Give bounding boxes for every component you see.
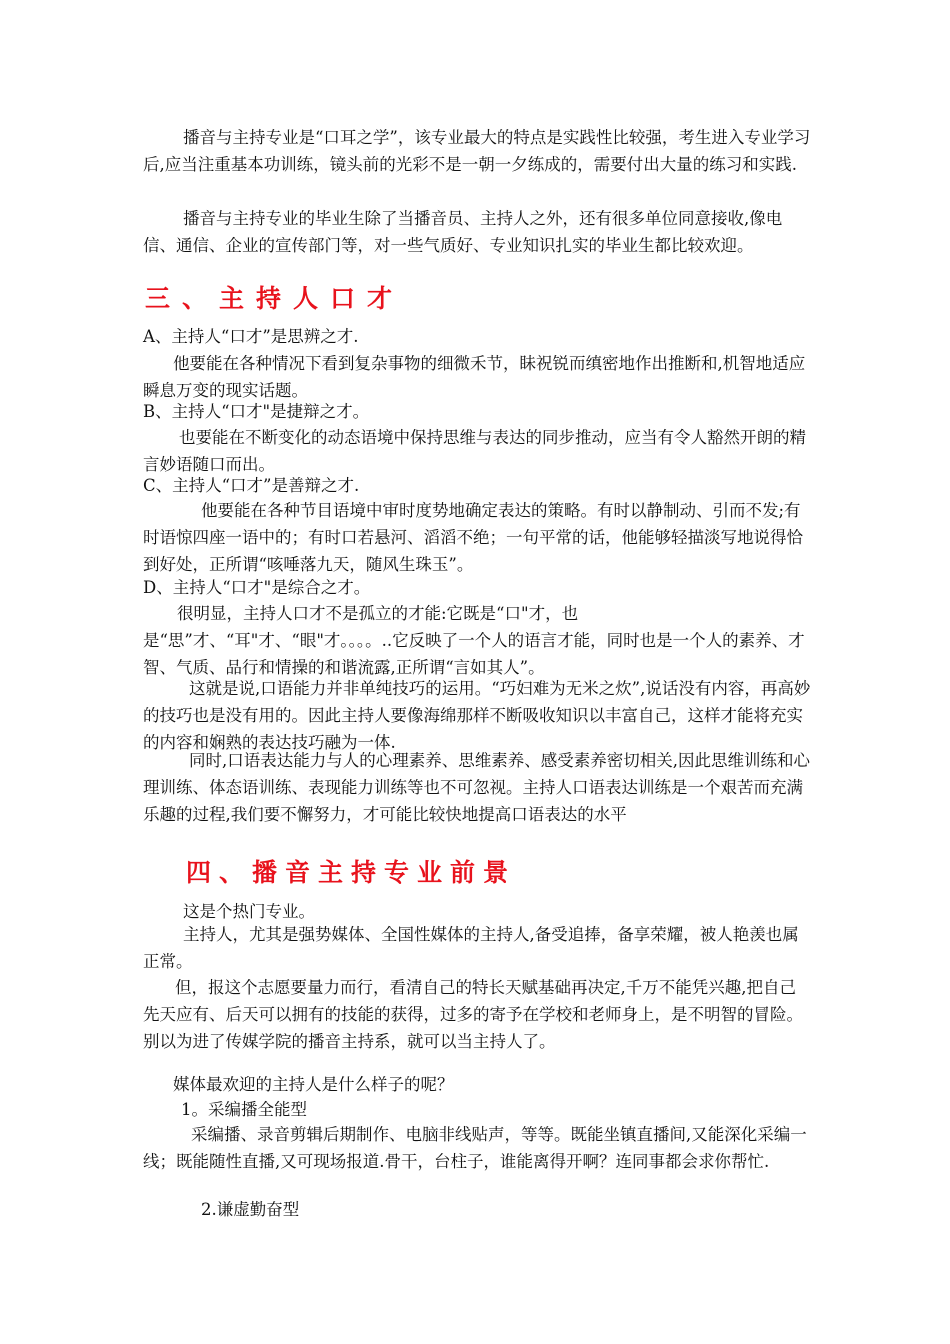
item-c-title: C、主持人“口才”是善辩之才. xyxy=(143,476,360,495)
item-b-body: 也要能在不断变化的动态语境中保持思维与表达的同步推动，应当有令人豁然开朗的精言妙语随口而出。 xyxy=(143,428,806,474)
item-b-title: B、主持人“口才"是捷辩之才。 xyxy=(143,402,370,421)
type-1-body: 采编播、录音剪辑后期制作、电脑非线贴声，等等。既能坐镇直播间,又能深化采编一线；既能随性直播,又可现场报道.骨干，台柱子，谁能离得开啊？连同事都会求你帮忙. xyxy=(143,1125,807,1171)
prospect-line-1: 这是个热门专业。 xyxy=(183,902,315,921)
item-d-title: D、主持人“口才"是综合之才。 xyxy=(143,578,371,597)
item-a-body: 他要能在各种情况下看到复杂事物的细微禾节，眛祝锐而缜密地作出推断和,机智地适应瞬息万变的现实话题。 xyxy=(143,354,806,400)
item-a-title: A、主持人“口才”是思辨之才. xyxy=(143,327,359,346)
section-heading-3: 三、主持人口才 xyxy=(145,284,405,313)
paragraph-intro-1: 播音与主持专业是“口耳之学”，该专业最大的特点是实践性比较强，考生进入专业学习后,应当注重基本功训练，镜头前的光彩不是一朝一夕练成的，需要付出大量的练习和实践. xyxy=(143,128,811,174)
type-2-heading: 2.谦虚勤奋型 xyxy=(201,1200,300,1219)
item-d-body: 很明显，主持人口才不是孤立的才能:它既是“口"才，也是“思”才、“耳"才、“眼"才。。。。..它反映了一个人的语言才能，同时也是一个人的素养、才智、气质、品行和情操的和谐流露,正所谓“言如其人”。 xyxy=(143,604,805,677)
item-d-body-2: 这就是说,口语能力并非单纯技巧的运用。“巧妇难为无米之炊”,说话没有内容，再高妙的技巧也是没有用的。因此主持人要像海绵那样不断吸收知识以丰富自己，这样才能将充实的内容和娴熟的表达技巧融为一体. xyxy=(143,679,811,752)
paragraph-intro-2: 播音与主持专业的毕业生除了当播音员、主持人之外，还有很多单位同意接收,像电信、通信、企业的宣传部门等，对一些气质好、专业知识扎实的毕业生都比较欢迎。 xyxy=(143,209,783,255)
section-heading-4: 四、播音主持专业前景 xyxy=(186,858,517,887)
prospect-line-2: 主持人，尤其是强势媒体、全国性媒体的主持人,备受追捧，备享荣耀，被人艳羡也属正常。 xyxy=(143,925,799,971)
prospect-line-3: 但，报这个志愿要量力而行，看清自己的特长天赋基础再决定,千万不能凭兴趣,把自己先天应有、后天可以拥有的技能的获得，过多的寄予在学校和老师身上，是不明智的冒险。别以为进了传媒学院的播音主持系，就可以当主持人了。 xyxy=(143,978,803,1051)
type-1-heading: 1。采编播全能型 xyxy=(181,1100,307,1119)
item-c-body: 他要能在各种节目语境中审时度势地确定表达的策略。有时以静制动、引而不发;有时语惊四座一语中的；有时口若悬河、滔滔不绝；一句平常的话，他能够轻描淡写地说得恰到好处，正所谓“咳唾落九天，随风生珠玉”。 xyxy=(143,501,803,574)
prospect-question: 媒体最欢迎的主持人是什么样子的呢？ xyxy=(173,1075,454,1094)
item-d-body-3: 同时,口语表达能力与人的心理素养、思维素养、感受素养密切相关,因此思维训练和心理训练、体态语训练、表现能力训练等也不可忽视。主持人口语表达训练是一个艰苦而充满乐趣的过程,我们要不懈努力，才可能比较快地提高口语表达的水平 xyxy=(143,751,810,824)
